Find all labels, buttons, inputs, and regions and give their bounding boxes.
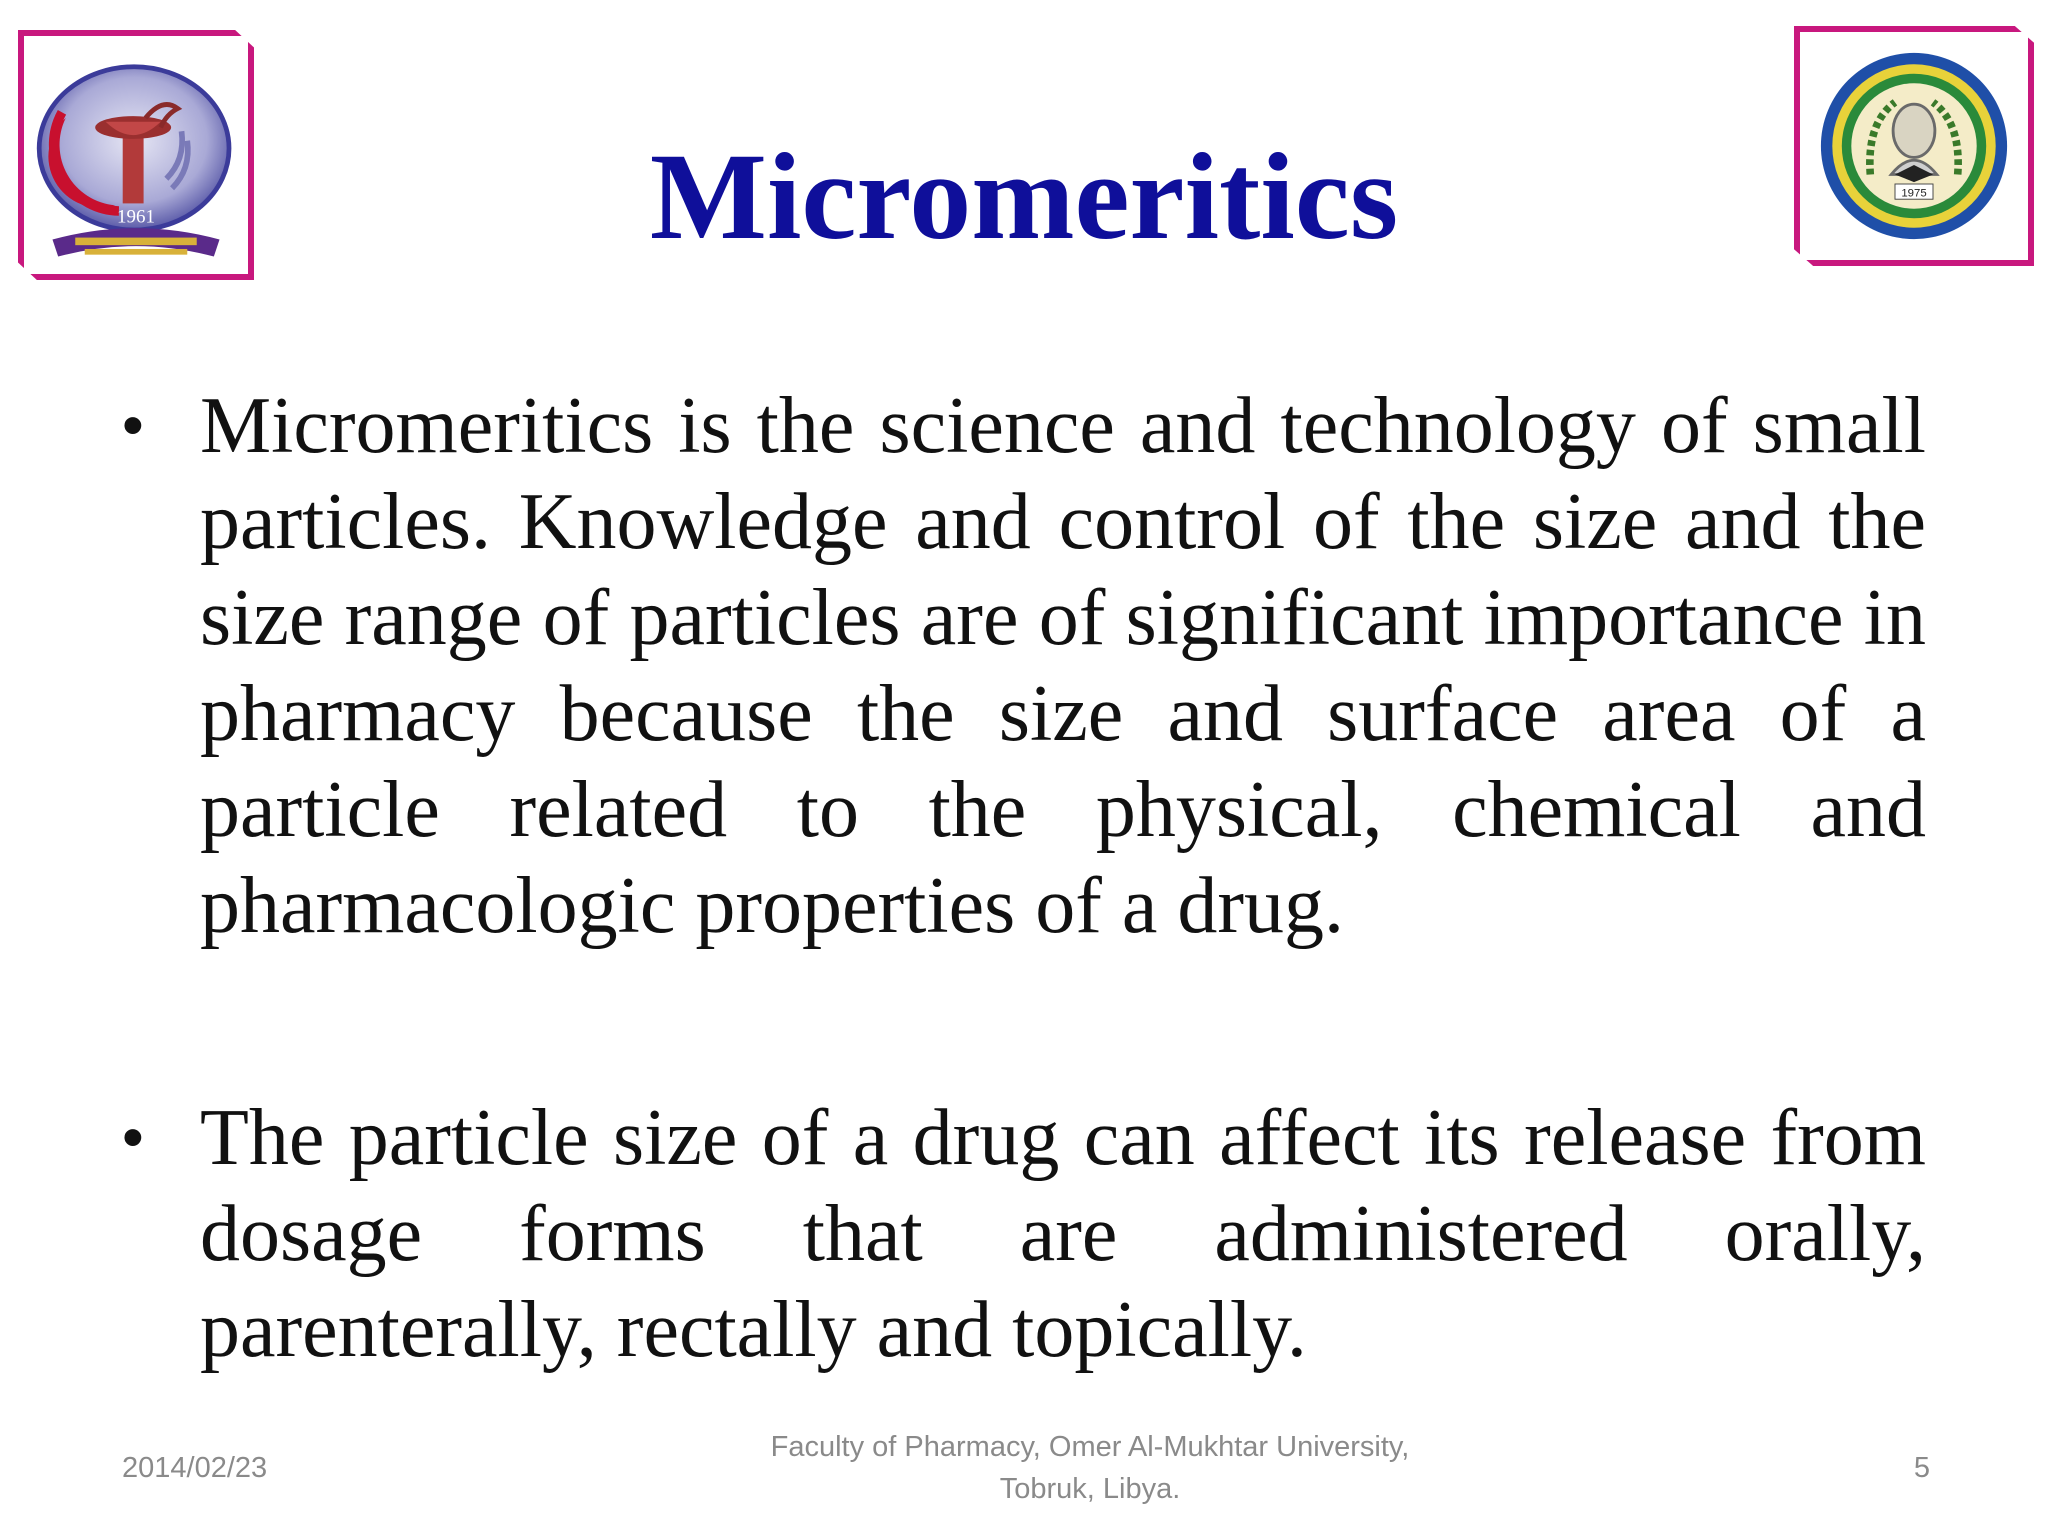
bullet-dot-icon: • <box>122 1103 144 1172</box>
bullet-text: The particle size of a drug can affect its release from dosage forms that are administered orally, parenterally, rectally and topically. <box>200 1094 1926 1374</box>
slide-title: Micromeritics <box>649 128 1399 265</box>
footer-date: 2014/02/23 <box>122 1452 268 1484</box>
footer-institution <box>640 1426 1540 1510</box>
bullet-text: Micromeritics is the science and technology of small particles. Knowledge and control of the size and the size range of particles are of significant importance in pharmacy because the size and surface area of a particle related to the physical, chemical and pharmacologic properties of a drug. <box>200 382 1926 950</box>
page-number: 5 <box>1913 1452 1930 1484</box>
bullet-dot-icon: • <box>122 391 144 460</box>
footer-institution-line1: Faculty of Pharmacy, Omer Al-Mukhtar University, <box>770 1431 1410 1463</box>
left-logo-year: 1961 <box>117 206 155 228</box>
right-logo-year: 1975 <box>1901 187 1927 200</box>
footer-institution-line2: Tobruk, Libya. <box>999 1473 1181 1505</box>
